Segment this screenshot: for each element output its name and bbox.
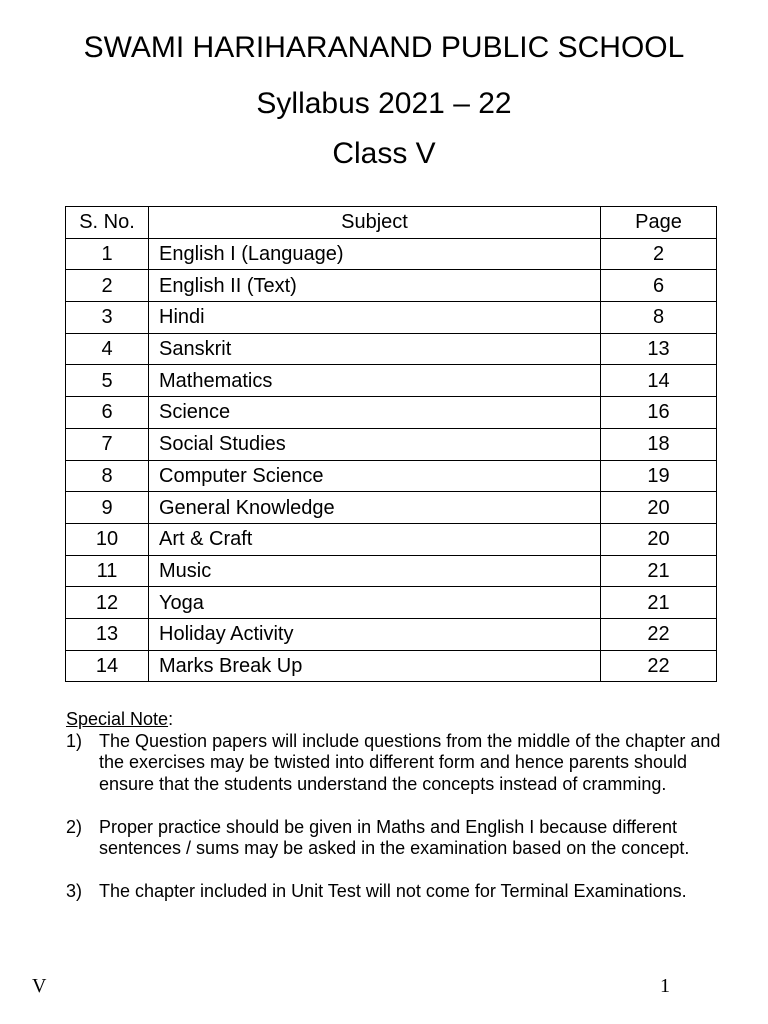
contents-table [65,206,717,682]
school-name: SWAMI HARIHARANAND PUBLIC SCHOOL [83,31,685,64]
page-number: 1 [660,975,670,997]
table-row [66,397,717,429]
cell-subject: Sanskrit [149,333,601,365]
notes-heading-line [66,709,736,731]
cell-page: 21 [601,587,717,619]
cell-subject: Social Studies [149,428,601,460]
cell-sno: 6 [66,397,149,429]
cell-subject: General Knowledge [149,492,601,524]
cell-page: 13 [601,333,717,365]
cell-sno: 2 [66,270,149,302]
table-row [66,428,717,460]
table-row [66,618,717,650]
note-item [66,817,736,860]
cell-page: 19 [601,460,717,492]
table-row [66,587,717,619]
col-header-sno: S. No. [66,207,149,239]
cell-subject: English II (Text) [149,270,601,302]
cell-page: 22 [601,618,717,650]
note-text: The Question papers will include questions from the middle of the chapter and the exercises may be twisted into different form and hence parents should ensure that the students understand the concepts instead of cramming. [99,730,721,794]
cell-sno: 11 [66,555,149,587]
cell-sno: 5 [66,365,149,397]
cell-subject: Music [149,555,601,587]
cell-subject: Science [149,397,601,429]
cell-page: 18 [601,428,717,460]
cell-sno: 14 [66,650,149,682]
table-row [66,492,717,524]
cell-sno: 1 [66,238,149,270]
table-row [66,238,717,270]
cell-subject: Mathematics [149,365,601,397]
cell-page: 22 [601,650,717,682]
cell-sno: 8 [66,460,149,492]
table-row [66,650,717,682]
notes-heading-colon: : [168,709,174,729]
notes-heading: Special Note [66,709,169,729]
cell-subject: Art & Craft [149,523,601,555]
note-number: 1) [66,730,83,751]
cell-page: 14 [601,365,717,397]
col-header-page: Page [601,207,717,239]
table-row [66,365,717,397]
note-number: 3) [66,881,83,901]
cell-page: 21 [601,555,717,587]
cell-sno: 7 [66,428,149,460]
cell-page: 20 [601,523,717,555]
cell-subject: English I (Language) [149,238,601,270]
cell-subject: Computer Science [149,460,601,492]
cell-subject: Yoga [149,587,601,619]
cell-page: 2 [601,238,717,270]
cell-page: 20 [601,492,717,524]
cell-subject: Holiday Activity [149,618,601,650]
note-item [66,881,736,903]
cell-sno: 3 [66,302,149,334]
special-notes [66,709,736,903]
cell-sno: 4 [66,333,149,365]
cell-sno: 13 [66,618,149,650]
cell-subject: Hindi [149,302,601,334]
cell-sno: 9 [66,492,149,524]
cell-sno: 10 [66,523,149,555]
table-row [66,555,717,587]
cell-subject: Marks Break Up [149,650,601,682]
table-row [66,523,717,555]
table-row [66,460,717,492]
syllabus-year: Syllabus 2021 – 22 [256,87,512,120]
cell-page: 8 [601,302,717,334]
cell-page: 6 [601,270,717,302]
table-row [66,302,717,334]
note-text: The chapter included in Unit Test will not come for Terminal Examinations. [99,881,687,901]
note-number: 2) [66,816,83,837]
note-text: Proper practice should be given in Maths and English I because different sentences / sums may be asked in the examination based on the concept. [99,816,690,858]
cell-page: 16 [601,397,717,429]
note-item [66,731,736,796]
table-row [66,270,717,302]
cell-sno: 12 [66,587,149,619]
class-title: Class V [332,137,436,170]
footer-class-label: V [32,975,47,997]
col-header-subject: Subject [149,207,601,239]
table-header-row [66,207,717,239]
table-row [66,333,717,365]
